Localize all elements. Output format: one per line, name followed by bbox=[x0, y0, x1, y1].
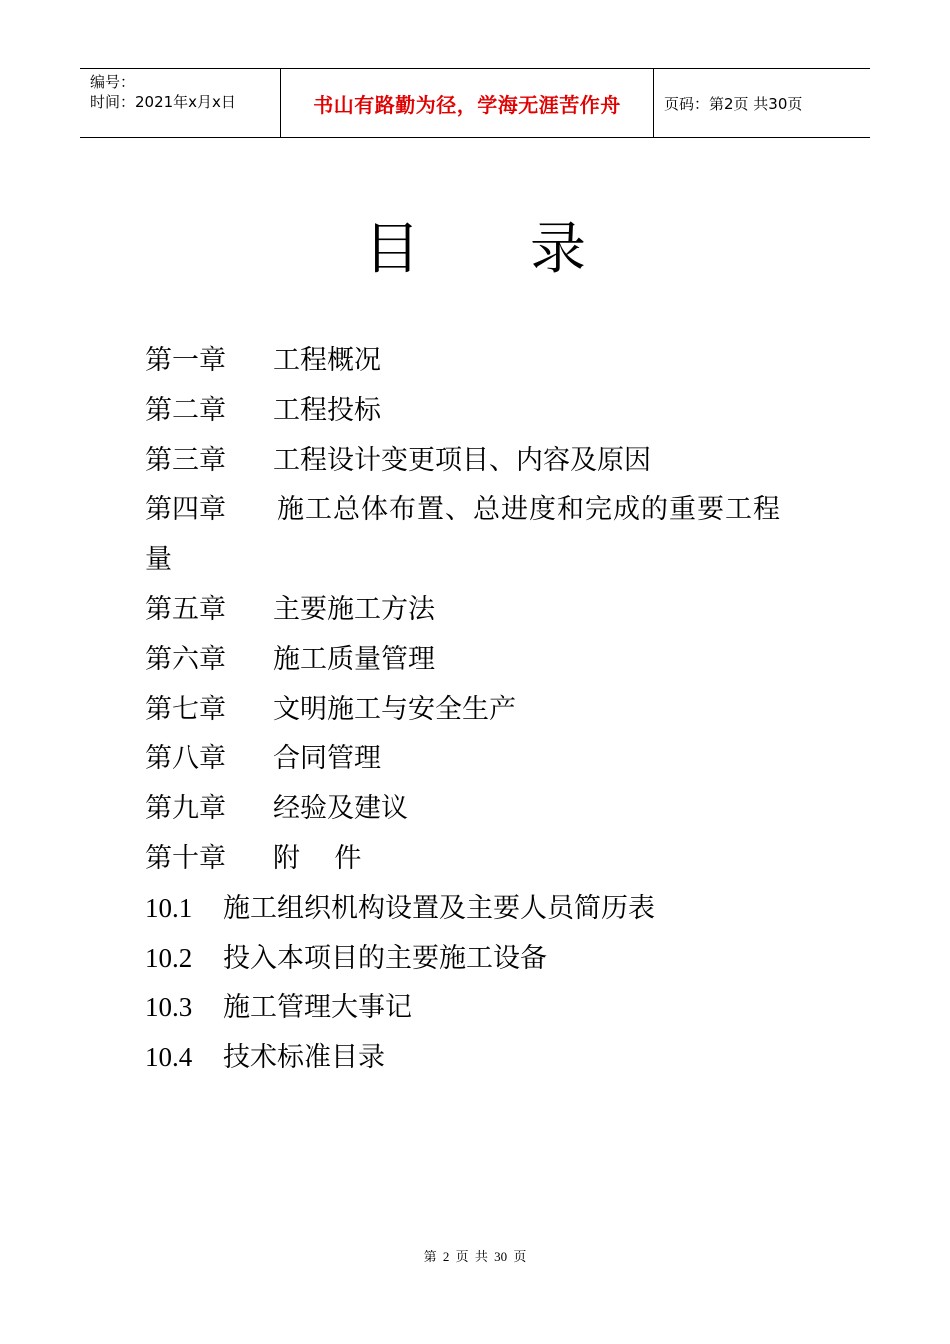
toc-title: 文明施工与安全生产 bbox=[273, 693, 516, 725]
toc-title: 工程设计变更项目、内容及原因 bbox=[273, 444, 651, 476]
toc-subentry bbox=[145, 983, 825, 1033]
toc-chapter: 第八章 bbox=[145, 743, 226, 775]
toc-chapter: 第二章 bbox=[145, 394, 226, 426]
toc-subentry-title: 施工组织机构设置及主要人员简历表 bbox=[223, 892, 655, 924]
toc-entry-continuation bbox=[145, 535, 825, 585]
toc-chapter: 第四章 bbox=[145, 494, 226, 526]
toc-subentry-title: 施工管理大事记 bbox=[223, 992, 412, 1024]
toc-entry bbox=[145, 386, 825, 436]
header-motto-cell bbox=[281, 69, 654, 137]
toc-title: 工程投标 bbox=[273, 394, 381, 426]
toc-entry bbox=[145, 685, 825, 735]
toc-entry bbox=[145, 585, 825, 635]
toc-subentry bbox=[145, 934, 825, 984]
header-id-label: 编号： bbox=[90, 73, 136, 91]
toc-subentry-number: 10.4 bbox=[145, 1042, 193, 1073]
toc-chapter: 第三章 bbox=[145, 444, 226, 476]
toc-title: 经验及建议 bbox=[273, 793, 408, 825]
toc-subentry-title: 投入本项目的主要施工设备 bbox=[223, 942, 547, 974]
toc-entry bbox=[145, 635, 825, 685]
toc-title: 主要施工方法 bbox=[273, 593, 435, 625]
toc-entry bbox=[145, 734, 825, 784]
toc-subentry bbox=[145, 1033, 825, 1083]
page-title: 目录 bbox=[364, 217, 696, 282]
header-page-info-cell bbox=[654, 69, 870, 137]
toc-entry bbox=[145, 834, 825, 884]
toc-title: 合同管理 bbox=[273, 743, 381, 775]
page-header bbox=[80, 68, 870, 138]
table-of-contents bbox=[145, 336, 825, 1083]
toc-entry bbox=[145, 336, 825, 386]
toc-subentry-number: 10.2 bbox=[145, 942, 193, 973]
toc-chapter: 第五章 bbox=[145, 593, 226, 625]
toc-entry bbox=[145, 485, 825, 535]
header-meta bbox=[80, 69, 281, 137]
toc-chapter: 第六章 bbox=[145, 643, 226, 675]
toc-chapter: 第九章 bbox=[145, 793, 226, 825]
header-page-info: 页码：第2页 共30页 bbox=[664, 94, 803, 113]
page-footer: 第 2 页 共 30 页 bbox=[423, 1249, 527, 1264]
header-motto: 书山有路勤为径，学海无涯苦作舟 bbox=[313, 92, 621, 117]
toc-title: 工程概况 bbox=[273, 345, 381, 376]
toc-subentry bbox=[145, 884, 825, 934]
toc-chapter: 第一章 bbox=[145, 345, 226, 376]
toc-title: 附 件 bbox=[273, 842, 362, 874]
toc-chapter: 第十章 bbox=[145, 842, 226, 874]
toc-continuation: 量 bbox=[145, 544, 172, 576]
toc-subentry-number: 10.3 bbox=[145, 992, 193, 1023]
toc-title: 施工总体布置、总进度和完成的重要工程 bbox=[277, 494, 781, 526]
toc-subentry-number: 10.1 bbox=[145, 892, 193, 923]
toc-title: 施工质量管理 bbox=[273, 643, 435, 675]
toc-subentry-title: 技术标准目录 bbox=[223, 1042, 385, 1074]
header-date-label: 时间：2021年x月x日 bbox=[90, 93, 236, 111]
toc-entry bbox=[145, 436, 825, 486]
toc-chapter: 第七章 bbox=[145, 693, 226, 725]
toc-entry bbox=[145, 784, 825, 834]
